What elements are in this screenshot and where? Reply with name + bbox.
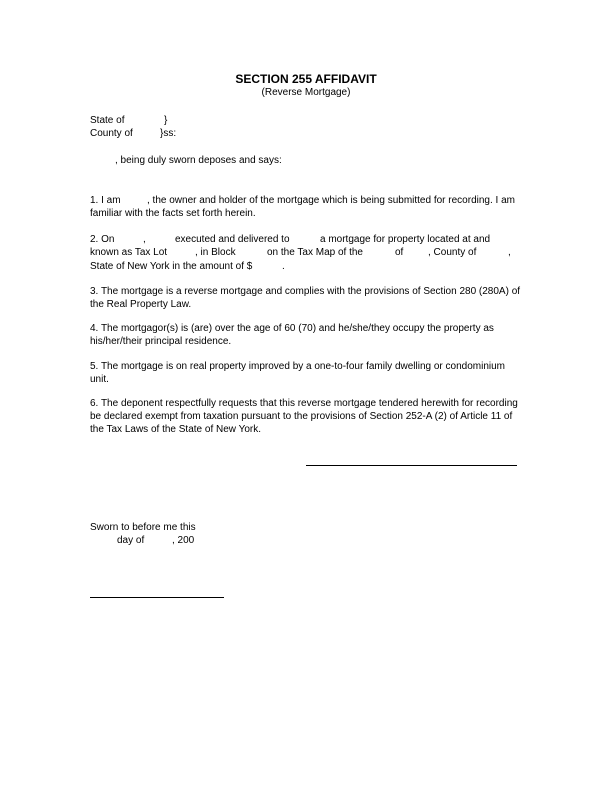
- document-title: SECTION 255 AFFIDAVIT: [235, 72, 377, 86]
- sworn-intro: , being duly sworn deposes and says:: [115, 155, 282, 166]
- para-1-rest: , the owner and holder of the mortgage which is being submitted for recording. I am: [147, 195, 515, 206]
- jurat-line-1: Sworn to before me this: [90, 522, 196, 533]
- deponent-signature-line: [306, 465, 517, 466]
- county-label: County of: [90, 128, 133, 139]
- county-ss: }ss:: [160, 128, 177, 139]
- para-2-of: of: [395, 247, 404, 258]
- para-3-line-1: 3. The mortgage is a reverse mortgage and complies with the provisions of Section 280 (280A) of: [90, 286, 521, 297]
- para-5-line-1: 5. The mortgage is on real property improved by a one-to-four family dwelling or condominium: [90, 361, 506, 372]
- para-2-comma: ,: [143, 234, 146, 245]
- para-3-line-2: the Real Property Law.: [90, 299, 192, 310]
- state-brace: }: [164, 115, 168, 126]
- para-6-line-3: the Tax Laws of the State of New York.: [90, 424, 262, 435]
- para-6-line-1: 6. The deponent respectfully requests that this reverse mortgage tendered herewith for recording: [90, 398, 518, 409]
- para-4-line-1: 4. The mortgagor(s) is (are) over the age of 60 (70) and he/she/they occupy the property as: [90, 323, 494, 334]
- para-2-end-comma: ,: [508, 247, 511, 258]
- para-2-on: 2. On: [90, 234, 115, 245]
- para-5-line-2: unit.: [90, 374, 109, 385]
- para-2-amount: State of New York in the amount of $: [90, 261, 253, 272]
- document-subtitle: (Reverse Mortgage): [261, 87, 351, 98]
- para-2-executed: executed and delivered to: [175, 234, 290, 245]
- para-2-period: .: [282, 261, 285, 272]
- para-2-tax-lot: known as Tax Lot: [90, 247, 168, 258]
- para-2-mortgage: a mortgage for property located at and: [320, 234, 491, 245]
- jurat-year: , 200: [172, 535, 195, 546]
- para-4-line-2: his/her/their principal residence.: [90, 336, 232, 347]
- jurat-day-of: day of: [117, 535, 145, 546]
- para-1-start: 1. I am: [90, 195, 121, 206]
- notary-signature-line: [90, 597, 224, 598]
- para-2-tax-map: on the Tax Map of the: [267, 247, 363, 258]
- para-6-line-2: be declared exempt from taxation pursuant to the provisions of Section 252-A (2) of Article 11 of: [90, 411, 513, 422]
- para-1-line-2: familiar with the facts set forth herein.: [90, 208, 256, 219]
- state-label: State of: [90, 115, 125, 126]
- para-2-block: , in Block: [195, 247, 236, 258]
- para-2-county: , County of: [428, 247, 477, 258]
